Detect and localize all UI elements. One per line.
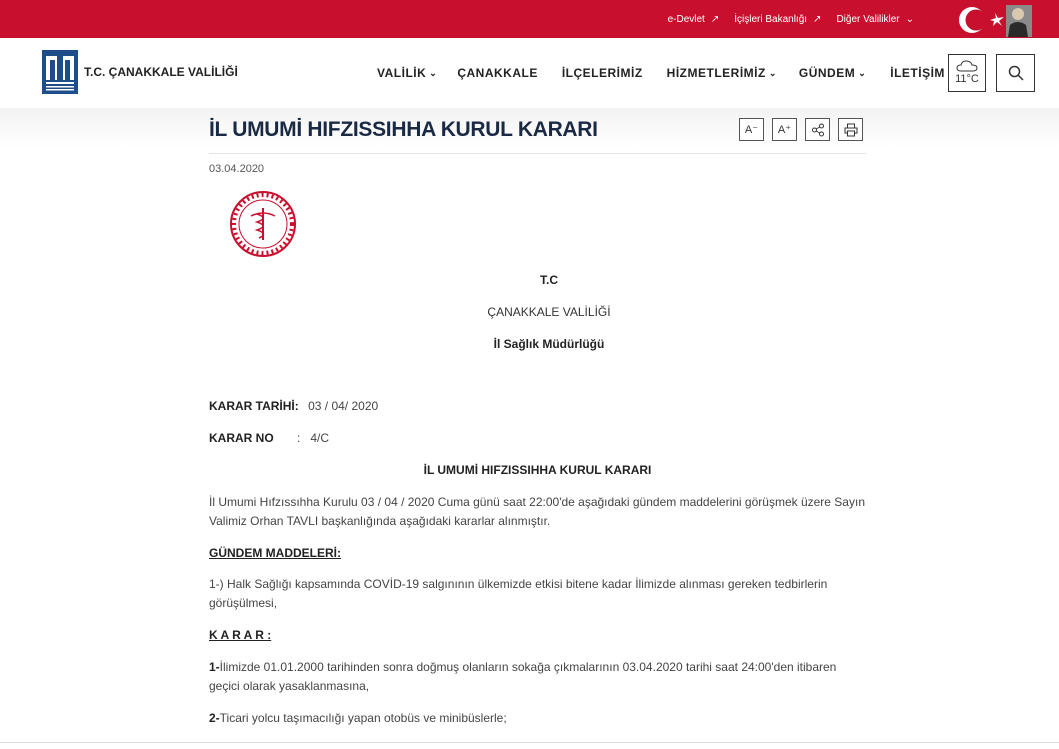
external-link-icon: ↗ [710, 13, 720, 25]
heading-tc: T.C [540, 273, 558, 287]
icisleri-link[interactable] [734, 14, 821, 25]
icisleri-label: İçişleri Bakanlığı [734, 13, 808, 25]
main-nav [377, 38, 945, 108]
site-logo[interactable] [42, 50, 238, 94]
main-header [0, 38, 1059, 109]
increase-font-label: A⁺ [777, 124, 792, 136]
cloud-icon [956, 59, 978, 73]
publish-date: 03.04.2020 [209, 163, 265, 175]
top-links [668, 0, 914, 38]
decrease-font-button[interactable] [739, 118, 764, 141]
nav-item-valilik[interactable] [377, 66, 437, 80]
karar-tarihi-value: 03 / 04/ 2020 [308, 399, 379, 413]
nav-item-iletisim[interactable] [890, 66, 945, 80]
edevlet-link[interactable] [668, 14, 720, 25]
nav-item-ilcelerimiz[interactable] [562, 66, 643, 80]
top-bar [0, 0, 1059, 38]
chevron-down-icon: ⌄ [905, 13, 914, 25]
heading-saglik: İl Sağlık Müdürlüğü [493, 337, 605, 351]
nav-label: HİZMETLERİMİZ [666, 66, 766, 80]
gundem-label: GÜNDEM MADDELERİ: [209, 546, 341, 560]
nav-item-canakkale[interactable] [457, 66, 538, 80]
subtitle: İL UMUMİ HIFZISSIHHA KURUL KARARI [423, 463, 652, 477]
share-button[interactable] [805, 118, 830, 141]
diger-valilikler-dropdown[interactable] [836, 14, 914, 25]
external-link-icon: ↗ [813, 13, 822, 25]
search-icon [1008, 65, 1024, 81]
diger-valilikler-label: Diğer Valilikler [836, 13, 900, 25]
intro-paragraph: İl Umumi Hıfzıssıhha Kurulu 03 / 04 / 2020 Cuma günü saat 22:00'de aşağıdaki gündem maddelerini görüşmek üzere Sayın Valimiz Orhan TAVLI başkanlığında aşağıdaki kararlar alınmıştır. [209, 495, 865, 528]
site-logo-text: T.C. ÇANAKKALE VALİLİĞİ [84, 65, 238, 79]
chevron-down-icon: ⌄ [858, 67, 867, 78]
gundem-item-1: 1-) Halk Sağlığı kapsamında COVİD-19 salgınının ülkemizde etkisi bitene kadar İlimizde alınması gereken tedbirlerin görüşülmesi, [209, 577, 828, 610]
karar-no-label: KARAR NO [209, 431, 274, 445]
karar-item-1 [209, 658, 866, 696]
karar-item-2-number: 2- [209, 711, 220, 725]
nav-item-gundem[interactable] [799, 66, 866, 80]
karar-item-2 [209, 709, 866, 728]
karar-no-value: : 4/C [297, 431, 330, 445]
nav-label: İLÇELERİMİZ [561, 66, 643, 80]
karar-tarihi-row [209, 397, 866, 416]
increase-font-button[interactable] [772, 118, 797, 141]
chevron-down-icon: ⌄ [768, 67, 777, 78]
nav-item-hizmetlerimiz[interactable] [667, 66, 777, 80]
karar-label-row [209, 626, 866, 645]
nav-label: VALİLİK [377, 66, 427, 80]
health-ministry-seal-icon [229, 190, 297, 263]
nav-label: ÇANAKKALE [457, 66, 538, 80]
page-title: İL UMUMİ HIFZISSIHHA KURUL KARARI [209, 118, 598, 141]
karar-item-2-text: Ticari yolcu taşımacılığı yapan otobüs ve minibüslerle; [219, 711, 507, 725]
karar-item-1-number: 1- [209, 660, 220, 674]
print-button[interactable] [838, 118, 863, 141]
decrease-font-label: A⁻ [744, 124, 759, 136]
karar-tarihi-label: KARAR TARİHİ: [209, 399, 299, 413]
footer-divider [0, 742, 1059, 743]
search-button[interactable] [996, 54, 1035, 92]
share-icon [811, 123, 825, 137]
gundem-label-row [209, 544, 866, 563]
karar-label: K A R A R : [209, 628, 272, 642]
edevlet-label: e-Devlet [667, 13, 705, 25]
weather-widget[interactable] [948, 54, 986, 92]
karar-no-row [209, 429, 866, 448]
valilik-logo-icon [42, 50, 78, 94]
nav-label: İLETİŞİM [890, 66, 945, 80]
chevron-down-icon: ⌄ [429, 67, 438, 78]
print-icon [844, 123, 858, 137]
article-tools [739, 118, 863, 141]
nav-label: GÜNDEM [798, 66, 856, 80]
karar-item-1-text: İlimizde 01.01.2000 tarihinden sonra doğmuş olanların sokağa çıkmalarının 03.04.2020 tarihi saat 24:00'den itibaren geçici olarak yasaklanmasına, [209, 660, 837, 693]
weather-temperature: 11°C [955, 73, 979, 85]
heading-valilik: ÇANAKKALE VALİLİĞİ [487, 305, 611, 319]
flag-ataturk-image [954, 3, 1034, 37]
title-divider [209, 153, 866, 154]
